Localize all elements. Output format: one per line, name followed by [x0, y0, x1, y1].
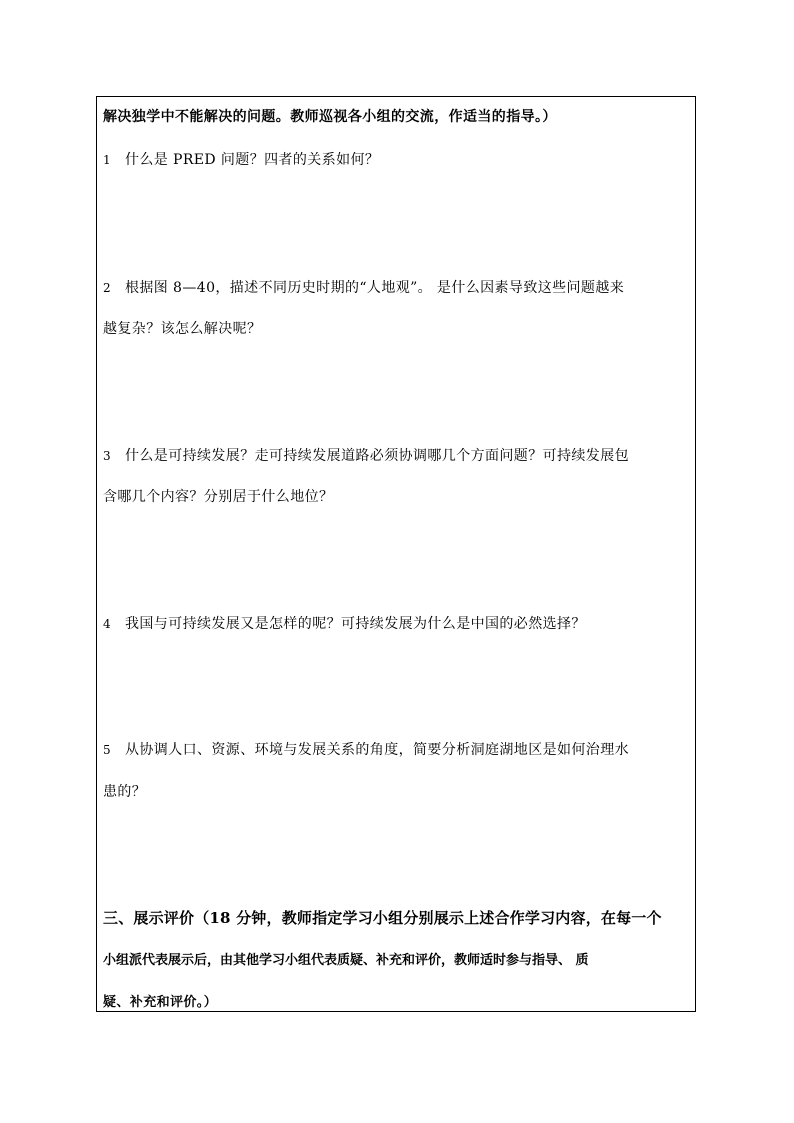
question-1 [103, 149, 693, 169]
question-number: 3 [103, 449, 112, 463]
question-text: 我国与可持续发展又是怎样的呢？可持续发展为什么是中国的必然选择？ [125, 616, 586, 632]
question-4 [103, 613, 693, 633]
section3-body: 小组派代表展示后，由其他学习小组代表质疑、补充和评价，教师适时参与指导、 质 [103, 953, 589, 968]
question-number: 5 [103, 743, 112, 757]
question-text: 从协调人口、资源、环境与发展关系的角度，简要分析洞庭湖地区是如何治理水 [125, 742, 629, 758]
question-text: 什么是可持续发展？走可持续发展道路必须协调哪几个方面问题？可持续发展包 [125, 448, 629, 464]
question-number: 4 [103, 617, 112, 631]
question-text: 根据图 8—40，描述不同历史时期的“人地观”。 是什么因素导致这些问题越来 [125, 280, 625, 296]
question-text: 什么是 PRED 问题？四者的关系如何？ [125, 152, 380, 168]
question-5 [103, 739, 693, 759]
section3-title: 三、展示评价（18 分钟，教师指定学习小组分别展示上述合作学习内容，在每一个 [103, 909, 662, 927]
question-2 [103, 277, 693, 297]
question-3-continued: 含哪几个内容？分别居于什么地位？ [103, 489, 334, 505]
question-2-continued: 越复杂？该怎么解决呢？ [103, 321, 262, 337]
question-3 [103, 445, 693, 465]
content-table-cell [96, 96, 696, 1012]
question-5-continued: 患的？ [103, 784, 147, 800]
question-number: 1 [103, 153, 112, 167]
question-number: 2 [103, 281, 112, 295]
section3-body-end: 疑、补充和评价。） [103, 995, 218, 1010]
intro-line: 解决独学中不能解决的问题。教师巡视各小组的交流，作适当的指导。） [103, 109, 557, 125]
